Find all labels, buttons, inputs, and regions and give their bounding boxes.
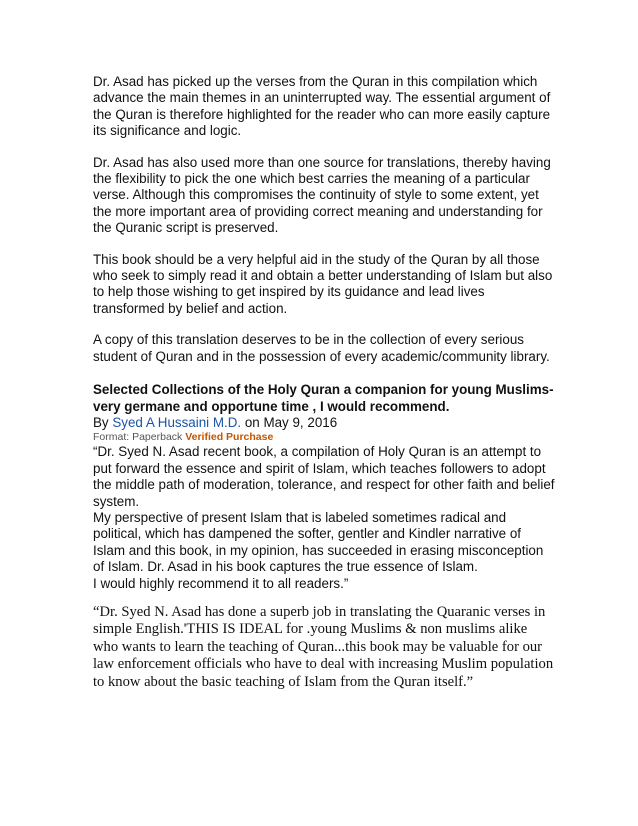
review-title: Selected Collections of the Holy Quran a companion for young Muslims- very germane and opportune time , I would recommend. bbox=[93, 382, 554, 414]
review-date: on May 9, 2016 bbox=[241, 414, 338, 430]
document-content bbox=[93, 74, 555, 691]
review-body-3: I would highly recommend it to all readers.” bbox=[93, 575, 349, 591]
verified-purchase-badge: Verified Purchase bbox=[185, 431, 274, 444]
review-byline bbox=[93, 415, 555, 431]
review-format bbox=[93, 431, 555, 444]
review-author-link[interactable]: Syed A Hussaini M.D. bbox=[112, 414, 242, 430]
review-body-1: “Dr. Syed N. Asad recent book, a compilation of Holy Quran is an attempt to put forward the essence and spirit of Islam, which teaches followers to adopt the middle path of moderation, tolerance, and respect for other faith and belief system. bbox=[93, 444, 555, 509]
format-label: Format: Paperback bbox=[93, 431, 186, 444]
paragraph-2: Dr. Asad has also used more than one source for translations, thereby having the flexibility to pick the one which best carries the meaning of a particular verse. Although this compromises the continuity of style to some extent, yet the more important area of providing correct meaning and understanding for the Quranic script is preserved. bbox=[93, 154, 551, 236]
endorsement-quote: “Dr. Syed N. Asad has done a superb job in translating the Quaranic verses in simple English.'THIS IS IDEAL for .young Muslims & non muslims alike who wants to learn the teaching of Quran...this book may be valuable for our law enforcement officials who have to deal with increasing Muslim population to know about the basic teaching of Islam from the Quran itself.” bbox=[93, 603, 554, 690]
review-body-2: My perspective of present Islam that is labeled sometimes radical and political, which has dampened the softer, gentler and Kindler narrative of Islam and this book, in my opinion, has succeeded in erasing misconception of Islam. Dr. Asad in his book captures the true essence of Islam. bbox=[93, 509, 544, 575]
paragraph-3: This book should be a very helpful aid in the study of the Quran by all those who seek to simply read it and obtain a better understanding of Islam but also to help those wishing to get inspired by its guidance and lead lives transformed by belief and action. bbox=[93, 251, 553, 316]
review-block bbox=[93, 382, 555, 592]
paragraph-1: Dr. Asad has picked up the verses from the Quran in this compilation which advance the main themes in an uninterrupted way. The essential argument of the Quran is therefore highlighted for the reader who can more easily capture its significance and logic. bbox=[93, 74, 551, 139]
paragraph-4: A copy of this translation deserves to be in the collection of every serious student of Quran and in the possession of every academic/community library. bbox=[93, 332, 550, 364]
by-prefix: By bbox=[93, 414, 113, 430]
